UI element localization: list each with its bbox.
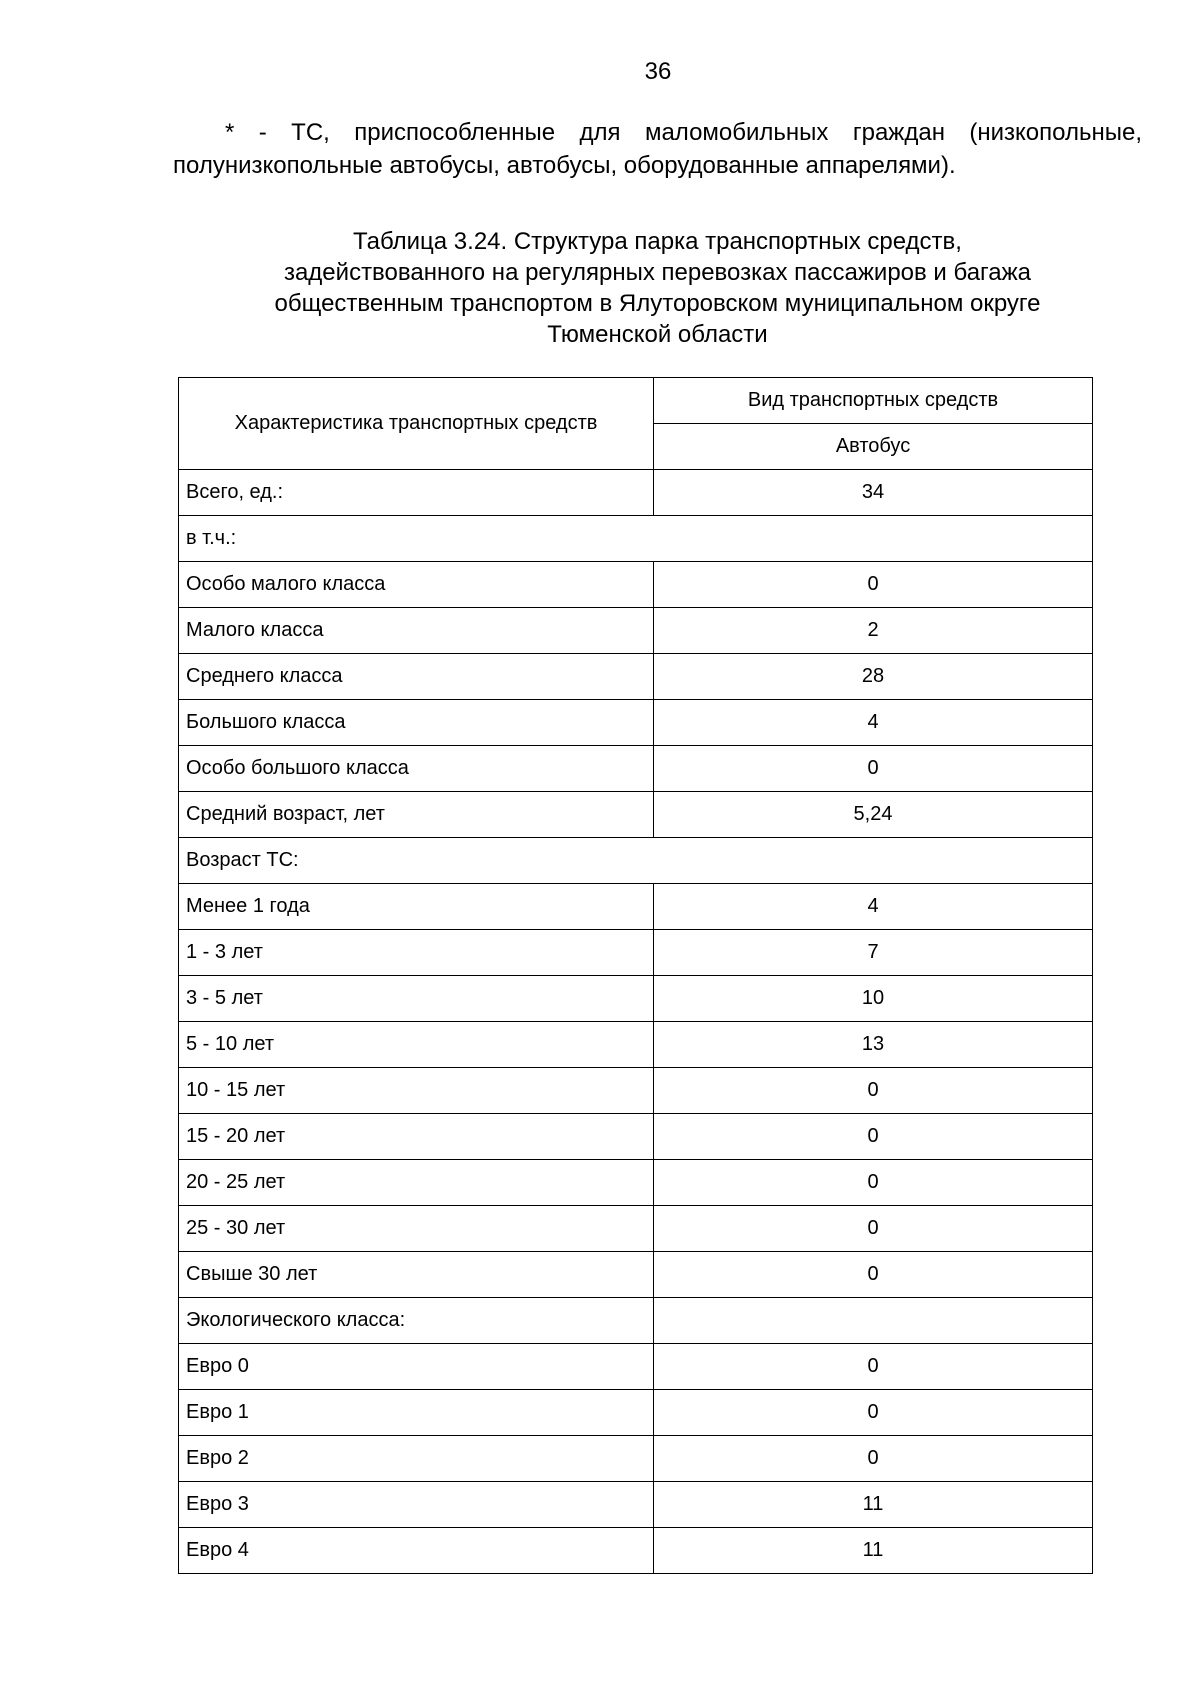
row-value: 0 xyxy=(654,1344,1093,1390)
row-value: 0 xyxy=(654,1390,1093,1436)
row-label: 1 - 3 лет xyxy=(179,930,654,976)
table-header-row xyxy=(179,378,1093,424)
table-row xyxy=(179,1252,1093,1298)
row-value: 13 xyxy=(654,1022,1093,1068)
caption-line: задействованного на регулярных перевозках пассажиров и багажа xyxy=(283,259,1032,286)
table-row xyxy=(179,1160,1093,1206)
row-value: 2 xyxy=(654,608,1093,654)
table-row xyxy=(179,976,1093,1022)
table-row xyxy=(179,516,1093,562)
table-row xyxy=(179,608,1093,654)
row-label: Евро 0 xyxy=(179,1344,654,1390)
row-value: 11 xyxy=(654,1528,1093,1574)
row-value: 0 xyxy=(654,1114,1093,1160)
header-vehicle-type: Вид транспортных средств xyxy=(654,378,1093,424)
row-label: 3 - 5 лет xyxy=(179,976,654,1022)
row-label: Евро 1 xyxy=(179,1390,654,1436)
row-label: Евро 4 xyxy=(179,1528,654,1574)
table-row xyxy=(179,930,1093,976)
row-label: в т.ч.: xyxy=(179,516,1093,562)
row-value: 7 xyxy=(654,930,1093,976)
table-row xyxy=(179,654,1093,700)
fleet-structure-table xyxy=(178,377,1093,1574)
row-label: Особо малого класса xyxy=(179,562,654,608)
row-label: Всего, ед.: xyxy=(179,470,654,516)
row-value: 11 xyxy=(654,1482,1093,1528)
row-label: 15 - 20 лет xyxy=(179,1114,654,1160)
row-label: Большого класса xyxy=(179,700,654,746)
header-characteristic: Характеристика транспортных средств xyxy=(179,378,654,470)
table-row xyxy=(179,1068,1093,1114)
footnote: * - ТС, приспособленные для маломобильных граждан (низкопольные, полунизкопольные автобусы, автобусы, оборудованные аппарелями). xyxy=(173,119,1142,179)
row-value: 0 xyxy=(654,746,1093,792)
row-label: Средний возраст, лет xyxy=(179,792,654,838)
row-label: Возраст ТС: xyxy=(179,838,1093,884)
row-value: 0 xyxy=(654,562,1093,608)
row-label: 25 - 30 лет xyxy=(179,1206,654,1252)
row-value: 4 xyxy=(654,700,1093,746)
row-label: Среднего класса xyxy=(179,654,654,700)
table-row xyxy=(179,1436,1093,1482)
table-row xyxy=(179,562,1093,608)
table-row xyxy=(179,1344,1093,1390)
row-value: 34 xyxy=(654,470,1093,516)
row-value: 10 xyxy=(654,976,1093,1022)
table-row xyxy=(179,838,1093,884)
row-value: 0 xyxy=(654,1436,1093,1482)
row-value: 0 xyxy=(654,1206,1093,1252)
row-value: 0 xyxy=(654,1160,1093,1206)
row-value: 5,24 xyxy=(654,792,1093,838)
table-row xyxy=(179,792,1093,838)
row-label: Евро 2 xyxy=(179,1436,654,1482)
row-label: Особо большого класса xyxy=(179,746,654,792)
row-value: 4 xyxy=(654,884,1093,930)
header-bus: Автобус xyxy=(654,424,1093,470)
table-row xyxy=(179,1114,1093,1160)
table-row xyxy=(179,1482,1093,1528)
row-label: Экологического класса: xyxy=(179,1298,654,1344)
table-caption xyxy=(173,226,1142,350)
row-value: 28 xyxy=(654,654,1093,700)
caption-line: Тюменской области xyxy=(547,321,768,348)
table-row xyxy=(179,1206,1093,1252)
row-label: Евро 3 xyxy=(179,1482,654,1528)
table-row xyxy=(179,1022,1093,1068)
table-row xyxy=(179,700,1093,746)
row-label: 5 - 10 лет xyxy=(179,1022,654,1068)
table-row xyxy=(179,1528,1093,1574)
row-value: 0 xyxy=(654,1068,1093,1114)
table-row xyxy=(179,470,1093,516)
table-row xyxy=(179,1390,1093,1436)
table-row xyxy=(179,746,1093,792)
caption-line: общественным транспортом в Ялуторовском муниципальном округе xyxy=(274,290,1041,317)
row-value: 0 xyxy=(654,1252,1093,1298)
row-label: 20 - 25 лет xyxy=(179,1160,654,1206)
row-label: Малого класса xyxy=(179,608,654,654)
row-label: Менее 1 года xyxy=(179,884,654,930)
row-label: Свыше 30 лет xyxy=(179,1252,654,1298)
table-row xyxy=(179,1298,1093,1344)
row-label: 10 - 15 лет xyxy=(179,1068,654,1114)
page-number: 36 xyxy=(644,58,672,85)
caption-line: Таблица 3.24. Структура парка транспортных средств, xyxy=(353,228,962,255)
table-row xyxy=(179,884,1093,930)
row-value xyxy=(654,1298,1093,1344)
